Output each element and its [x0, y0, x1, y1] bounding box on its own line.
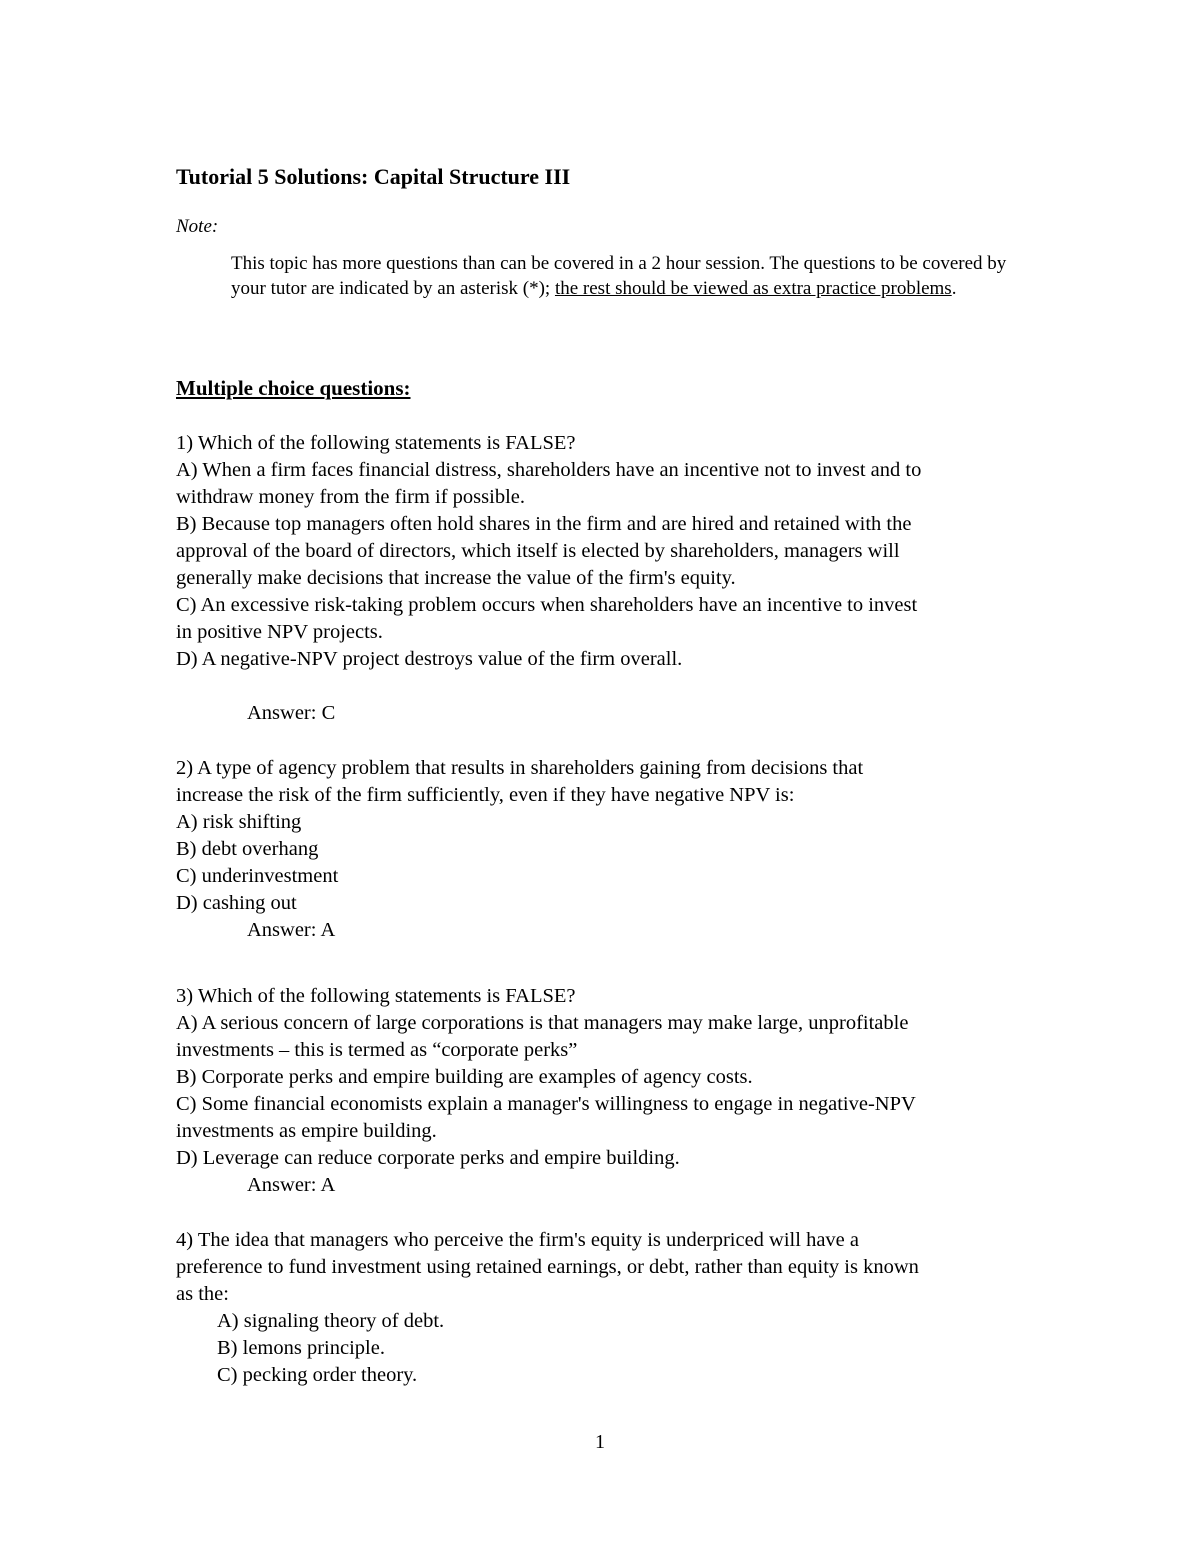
note-text-end: .: [951, 277, 957, 299]
option-b: B) debt overhang: [176, 838, 319, 860]
question-3: [176, 983, 1046, 1199]
note-text: [231, 252, 1031, 301]
option-b: approval of the board of directors, which itself is elected by shareholders, managers will: [176, 540, 900, 562]
option-b: B) Because top managers often hold shares in the firm and are hired and retained with the: [176, 513, 912, 535]
page-title: Tutorial 5 Solutions: Capital Structure III: [176, 164, 571, 189]
option-c: C) An excessive risk-taking problem occurs when shareholders have an incentive to invest: [176, 594, 918, 616]
question-stem: 3) Which of the following statements is FALSE?: [176, 985, 576, 1007]
option-c: C) underinvestment: [176, 865, 339, 887]
option-a: investments – this is termed as “corporate perks”: [176, 1039, 578, 1061]
option-a: withdraw money from the firm if possible.: [176, 486, 526, 508]
answer: Answer: C: [247, 702, 336, 724]
option-a: A) risk shifting: [176, 811, 302, 833]
answer: Answer: A: [247, 1174, 336, 1196]
question-stem: 4) The idea that managers who perceive the firm's equity is underpriced will have a: [176, 1229, 859, 1251]
question-stem: 1) Which of the following statements is FALSE?: [176, 432, 576, 454]
option-b: generally make decisions that increase the value of the firm's equity.: [176, 567, 736, 589]
option-c: investments as empire building.: [176, 1120, 437, 1142]
question-stem: increase the risk of the firm sufficiently, even if they have negative NPV is:: [176, 784, 795, 806]
note-text-plain: This topic has more questions than can be covered in a 2 hour session. The questions to be covered by your tutor are indicated by an asterisk (*);: [231, 253, 1007, 299]
option-b: B) lemons principle.: [217, 1337, 385, 1359]
question-1: [176, 430, 1046, 727]
section-heading: Multiple choice questions:: [176, 376, 411, 400]
question-stem: as the:: [176, 1283, 229, 1305]
option-d: D) Leverage can reduce corporate perks and empire building.: [176, 1147, 680, 1169]
question-4: [176, 1227, 1046, 1389]
page-number: 1: [595, 1431, 605, 1453]
note-label: Note:: [176, 216, 219, 237]
option-a: A) When a firm faces financial distress, shareholders have an incentive not to invest and to: [176, 459, 922, 481]
option-d: D) cashing out: [176, 892, 297, 914]
option-c: C) pecking order theory.: [217, 1364, 418, 1386]
option-b: B) Corporate perks and empire building are examples of agency costs.: [176, 1066, 753, 1088]
question-stem: 2) A type of agency problem that results in shareholders gaining from decisions that: [176, 757, 864, 779]
option-a: A) signaling theory of debt.: [217, 1310, 445, 1332]
note-text-underlined: the rest should be viewed as extra practice problems: [554, 277, 952, 299]
question-stem: preference to fund investment using retained earnings, or debt, rather than equity is known: [176, 1256, 919, 1278]
option-a: A) A serious concern of large corporations is that managers may make large, unprofitable: [176, 1012, 909, 1034]
answer: Answer: A: [247, 919, 336, 941]
option-c: in positive NPV projects.: [176, 621, 383, 643]
question-2: [176, 755, 1046, 944]
option-c: C) Some financial economists explain a manager's willingness to engage in negative-NPV: [176, 1093, 916, 1115]
option-d: D) A negative-NPV project destroys value of the firm overall.: [176, 648, 683, 670]
